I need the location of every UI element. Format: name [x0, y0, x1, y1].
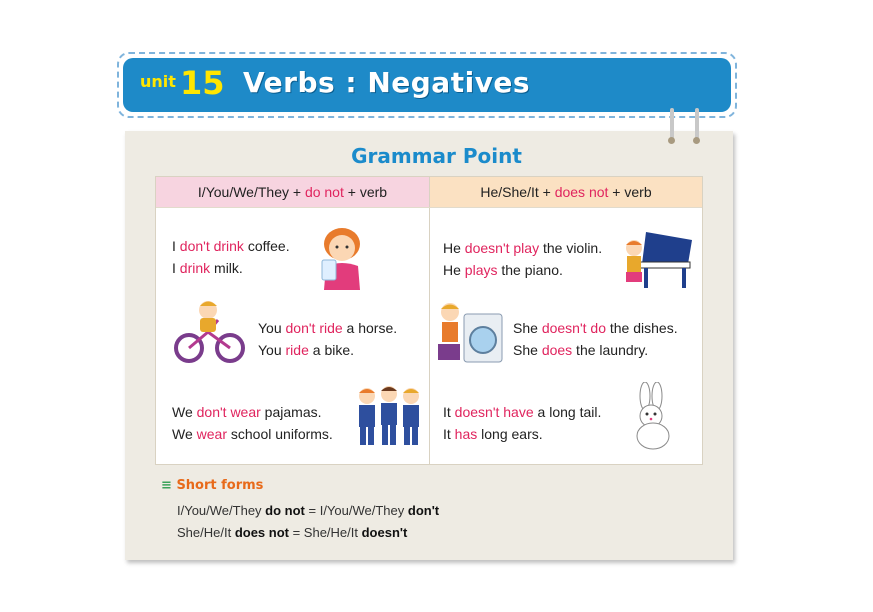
boy-at-piano-picture — [622, 222, 696, 292]
table-header-left: I/You/We/They + do not + verb — [156, 177, 429, 207]
example-left-1: I don't drink coffee. I drink milk. — [172, 238, 290, 276]
table-header-right: He/She/It + does not + verb — [430, 177, 702, 207]
example-left-3: We don't wear pajamas. We wear school uniforms. — [172, 404, 333, 442]
example-right-2: She doesn't do the dishes. She does the laundry. — [513, 320, 678, 358]
girl-at-washing-machine-picture — [436, 298, 506, 368]
column-divider — [429, 177, 430, 464]
boy-on-bike-picture — [172, 298, 248, 364]
example-right-3: It doesn't have a long tail. It has long ears. — [443, 404, 602, 442]
binder-hole-right — [693, 137, 700, 144]
example-left-2: You don't ride a horse. You ride a bike. — [258, 320, 398, 358]
section-title: Grammar Point — [351, 144, 522, 168]
binder-ring-left — [670, 108, 674, 140]
unit-number: 15 — [180, 64, 225, 102]
short-form-line-2: She/He/It does not = She/He/It doesn't — [177, 525, 408, 540]
book-stack-icon: ≡ — [161, 478, 172, 493]
binder-ring-right — [695, 108, 699, 140]
white-rabbit-picture — [625, 382, 677, 452]
short-form-line-1: I/You/We/They do not = I/You/We/They don't — [177, 503, 440, 518]
header-divider — [156, 207, 702, 208]
three-kids-in-uniforms-picture — [355, 384, 423, 450]
girl-drinking-milk-picture — [312, 222, 370, 292]
unit-title: Verbs : Negatives — [243, 66, 531, 99]
binder-hole-left — [668, 137, 675, 144]
example-right-1: He doesn't play the violin. He plays the piano. — [443, 240, 603, 278]
short-forms-heading: ≡ Short forms — [161, 478, 264, 493]
unit-word: unit — [140, 72, 176, 91]
